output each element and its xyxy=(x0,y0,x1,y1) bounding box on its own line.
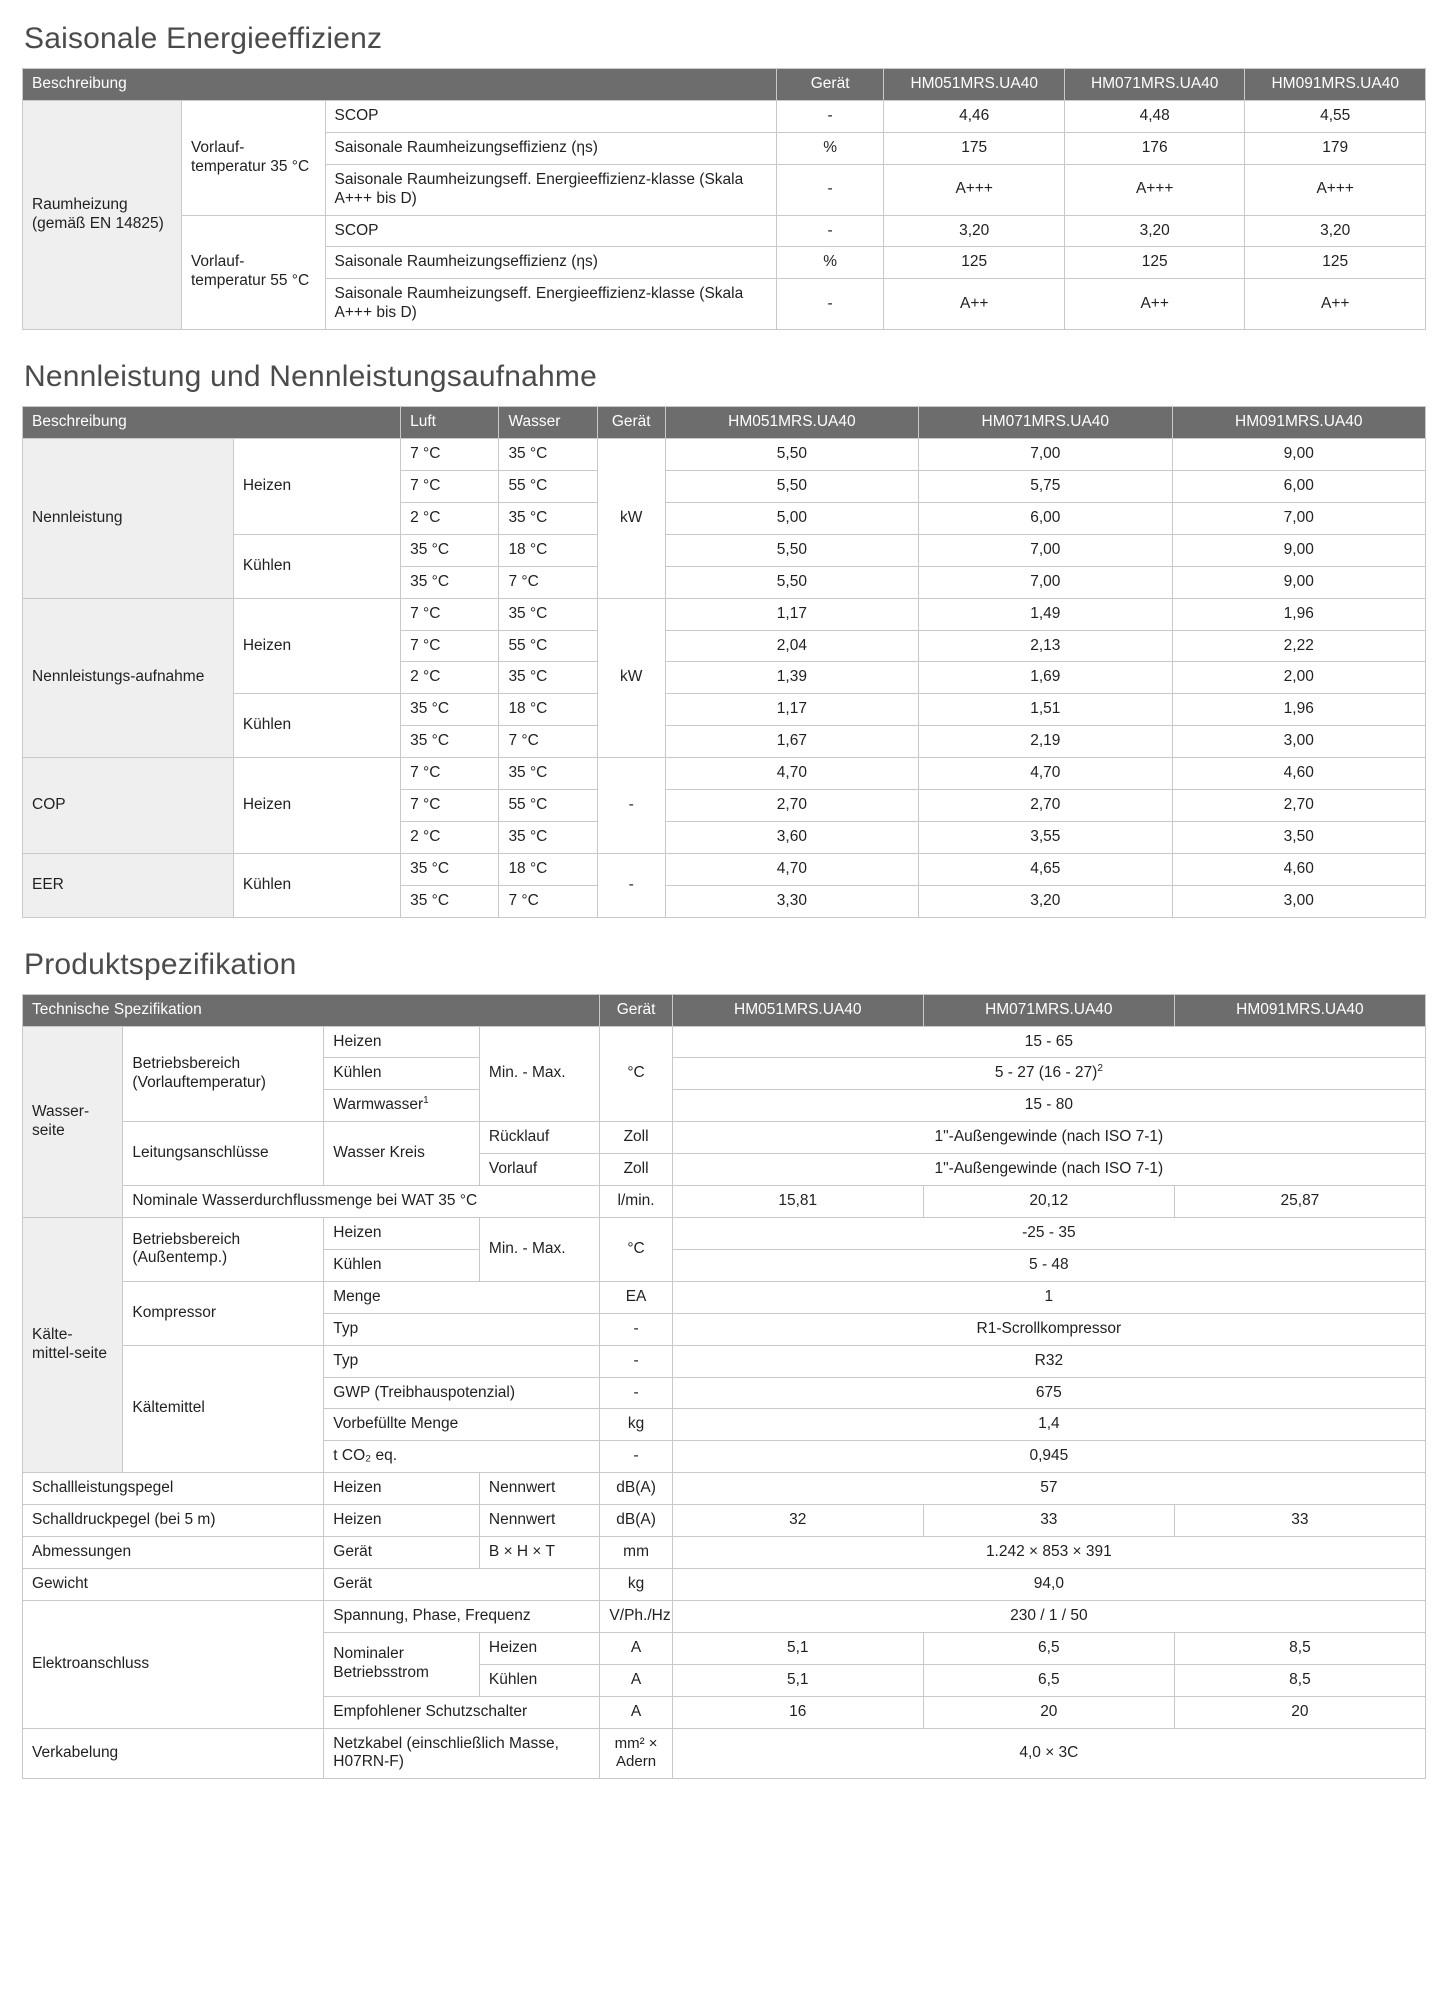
cell-luft: 35 °C xyxy=(401,694,499,726)
label-tco2: t CO₂ eq. xyxy=(324,1441,600,1473)
row-value-2: 1,51 xyxy=(919,694,1172,726)
row-value-1: 3,30 xyxy=(665,885,918,917)
label-leitungsanschluesse: Leitungsanschlüsse xyxy=(123,1122,324,1186)
unit-mm: mm xyxy=(600,1537,672,1569)
row-value-1: 5,1 xyxy=(672,1664,923,1696)
unit-netzkabel: mm² × Adern xyxy=(600,1728,672,1779)
value-abmessungen: 1.242 × 853 × 391 xyxy=(672,1537,1425,1569)
label-heizen: Heizen xyxy=(324,1218,480,1250)
group-kaeltemittelseite: Kälte-mittel-seite xyxy=(23,1218,123,1473)
value-tco2: 0,945 xyxy=(672,1441,1425,1473)
label-nominale-wasserdurchflussmenge: Nominale Wasserdurchflussmenge bei WAT 35 °C xyxy=(123,1186,600,1218)
group-nennleistung: Nennleistung xyxy=(23,439,234,599)
label-kompressor: Kompressor xyxy=(123,1281,324,1345)
flow-temp-55: Vorlauf-temperatur 55 °C xyxy=(181,215,325,330)
table-row xyxy=(23,534,1426,566)
row-value-2: 4,65 xyxy=(919,853,1172,885)
row-value-2: 20 xyxy=(923,1696,1174,1728)
label-betriebsbereich-aussen: Betriebsbereich (Außentemp.) xyxy=(123,1218,324,1282)
col-beschreibung: Beschreibung xyxy=(23,69,777,101)
table-row xyxy=(23,1537,1426,1569)
cell-wasser: 7 °C xyxy=(499,885,597,917)
table-header-row xyxy=(23,994,1426,1026)
row-desc: SCOP xyxy=(325,215,776,247)
table-row xyxy=(23,758,1426,790)
cell-wasser: 18 °C xyxy=(499,853,597,885)
row-value-1: 3,20 xyxy=(884,215,1064,247)
value-gewinde-vorlauf: 1"-Außengewinde (nach ISO 7-1) xyxy=(672,1154,1425,1186)
label-geraet: Gerät xyxy=(324,1537,480,1569)
label-vorlauf: Vorlauf xyxy=(479,1154,600,1186)
table-row xyxy=(23,1026,1426,1058)
label-betriebsbereich-vorlauf: Betriebsbereich (Vorlauftemperatur) xyxy=(123,1026,324,1122)
row-value-1: 15,81 xyxy=(672,1186,923,1218)
row-unit: - xyxy=(776,215,884,247)
cell-unit: - xyxy=(597,853,665,917)
label-minmax: Min. - Max. xyxy=(479,1026,600,1122)
row-value-1: 5,50 xyxy=(665,534,918,566)
label-kaeltemittel: Kältemittel xyxy=(123,1345,324,1473)
table-header-row xyxy=(23,69,1426,101)
col-model-2: HM071MRS.UA40 xyxy=(919,407,1172,439)
group-raumheizung: Raumheizung (gemäß EN 14825) xyxy=(23,100,182,329)
mode-kuehlen: Kühlen xyxy=(233,694,400,758)
page-title-rated: Nennleistung und Nennleistungsaufnahme xyxy=(24,360,598,394)
row-value-3: 125 xyxy=(1245,247,1426,279)
row-value-2: 6,00 xyxy=(919,502,1172,534)
cell-luft: 7 °C xyxy=(401,439,499,471)
col-model-3: HM091MRS.UA40 xyxy=(1174,994,1425,1026)
row-value-1: 1,17 xyxy=(665,694,918,726)
value-spannung: 230 / 1 / 50 xyxy=(672,1600,1425,1632)
row-value-1: 32 xyxy=(672,1505,923,1537)
unit-vphhz: V/Ph./Hz xyxy=(600,1600,672,1632)
table-row xyxy=(23,1281,1426,1313)
label-warmwasser: Warmwasser$^1$ xyxy=(324,1090,480,1122)
row-unit: - xyxy=(776,279,884,330)
row-value-3: A++ xyxy=(1245,279,1426,330)
row-value-2: 3,55 xyxy=(919,821,1172,853)
label-schalldruckpegel: Schalldruckpegel (bei 5 m) xyxy=(23,1505,324,1537)
row-value-3: A+++ xyxy=(1245,164,1426,215)
label-schutzschalter: Empfohlener Schutzschalter xyxy=(324,1696,600,1728)
label-typ: Typ xyxy=(324,1345,600,1377)
value-aussen-heizen: -25 - 35 xyxy=(672,1218,1425,1250)
row-value-1: 4,70 xyxy=(665,758,918,790)
label-heizen: Heizen xyxy=(324,1026,480,1058)
label-heizen: Heizen xyxy=(479,1632,600,1664)
value-kompressor-typ: R1-Scrollkompressor xyxy=(672,1313,1425,1345)
row-value-1: 16 xyxy=(672,1696,923,1728)
table-row xyxy=(23,1505,1426,1537)
page-title-product: Produktspezifikation xyxy=(24,947,297,981)
group-nennleistungsaufnahme: Nennleistungs-aufnahme xyxy=(23,598,234,758)
row-value-3: 179 xyxy=(1245,132,1426,164)
row-value-1: 125 xyxy=(884,247,1064,279)
row-value-3: 2,22 xyxy=(1172,630,1425,662)
section-product-specification xyxy=(22,948,1428,1780)
row-value-2: 176 xyxy=(1064,132,1244,164)
unit-dba: dB(A) xyxy=(600,1473,672,1505)
page-title-seasonal: Saisonale Energieeffizienz xyxy=(24,22,383,55)
label-schallleistungspegel: Schallleistungspegel xyxy=(23,1473,324,1505)
label-abmessungen: Abmessungen xyxy=(23,1537,324,1569)
mode-kuehlen: Kühlen xyxy=(233,534,400,598)
cell-wasser: 55 °C xyxy=(499,470,597,502)
row-value-2: 3,20 xyxy=(919,885,1172,917)
unit-dash: - xyxy=(600,1441,672,1473)
label-typ: Typ xyxy=(324,1313,600,1345)
row-value-1: 4,46 xyxy=(884,100,1064,132)
label-nominaler-betriebsstrom: Nominaler Betriebsstrom xyxy=(324,1632,480,1696)
cell-wasser: 55 °C xyxy=(499,790,597,822)
cell-unit: kW xyxy=(597,439,665,599)
table-row xyxy=(23,1600,1426,1632)
cell-wasser: 35 °C xyxy=(499,821,597,853)
row-value-3: 33 xyxy=(1174,1505,1425,1537)
row-value-3: 4,55 xyxy=(1245,100,1426,132)
row-value-2: A+++ xyxy=(1064,164,1244,215)
row-value-1: 1,67 xyxy=(665,726,918,758)
row-value-2: 7,00 xyxy=(919,439,1172,471)
row-value-2: 2,70 xyxy=(919,790,1172,822)
cell-luft: 2 °C xyxy=(401,821,499,853)
row-value-3: 3,20 xyxy=(1245,215,1426,247)
unit-ampere: A xyxy=(600,1664,672,1696)
value-vorbefuellte-menge: 1,4 xyxy=(672,1409,1425,1441)
label-gewicht: Gewicht xyxy=(23,1568,324,1600)
mode-heizen: Heizen xyxy=(233,439,400,535)
value-kuehlen-range: 5 - 27 (16 - 27)$^2$ xyxy=(672,1058,1425,1090)
cell-luft: 7 °C xyxy=(401,598,499,630)
cell-luft: 35 °C xyxy=(401,885,499,917)
cell-wasser: 35 °C xyxy=(499,662,597,694)
value-gewicht: 94,0 xyxy=(672,1568,1425,1600)
col-model-1: HM051MRS.UA40 xyxy=(665,407,918,439)
section-seasonal-efficiency xyxy=(22,22,1428,330)
cell-luft: 2 °C xyxy=(401,662,499,694)
row-value-1: 4,70 xyxy=(665,853,918,885)
unit-celsius: °C xyxy=(600,1026,672,1122)
col-geraet: Gerät xyxy=(776,69,884,101)
row-desc: Saisonale Raumheizungseffizienz (ηs) xyxy=(325,132,776,164)
row-value-2: 5,75 xyxy=(919,470,1172,502)
group-cop: COP xyxy=(23,758,234,854)
cell-luft: 35 °C xyxy=(401,726,499,758)
col-model-1: HM051MRS.UA40 xyxy=(672,994,923,1026)
unit-kg: kg xyxy=(600,1409,672,1441)
row-value-3: 4,60 xyxy=(1172,758,1425,790)
value-heizen-range: 15 - 65 xyxy=(672,1026,1425,1058)
row-value-2: 3,20 xyxy=(1064,215,1244,247)
row-value-3: 3,00 xyxy=(1172,726,1425,758)
label-geraet: Gerät xyxy=(324,1568,600,1600)
value-gewinde-ruecklauf: 1"-Außengewinde (nach ISO 7-1) xyxy=(672,1122,1425,1154)
row-value-1: 5,50 xyxy=(665,566,918,598)
label-nennwert: Nennwert xyxy=(479,1473,600,1505)
section-rated-capacity xyxy=(22,360,1428,918)
table-row xyxy=(23,853,1426,885)
group-eer: EER xyxy=(23,853,234,917)
row-value-2: 2,13 xyxy=(919,630,1172,662)
row-value-2: 4,70 xyxy=(919,758,1172,790)
label-wasser-kreis: Wasser Kreis xyxy=(324,1122,480,1186)
row-value-3: 6,00 xyxy=(1172,470,1425,502)
value-kaeltemittel-typ: R32 xyxy=(672,1345,1425,1377)
cell-wasser: 35 °C xyxy=(499,758,597,790)
label-bht: B × H × T xyxy=(479,1537,600,1569)
label-kuehlen: Kühlen xyxy=(479,1664,600,1696)
row-value-1: A++ xyxy=(884,279,1064,330)
label-heizen: Heizen xyxy=(324,1505,480,1537)
mode-heizen: Heizen xyxy=(233,758,400,854)
row-value-3: 7,00 xyxy=(1172,502,1425,534)
row-value-3: 1,96 xyxy=(1172,598,1425,630)
unit-celsius: °C xyxy=(600,1218,672,1282)
label-nennwert: Nennwert xyxy=(479,1505,600,1537)
label-menge: Menge xyxy=(324,1281,600,1313)
value-aussen-kuehlen: 5 - 48 xyxy=(672,1249,1425,1281)
row-value-3: 8,5 xyxy=(1174,1632,1425,1664)
row-desc: Saisonale Raumheizungseffizienz (ηs) xyxy=(325,247,776,279)
col-model-1: HM051MRS.UA40 xyxy=(884,69,1064,101)
cell-luft: 35 °C xyxy=(401,566,499,598)
unit-ampere: A xyxy=(600,1696,672,1728)
row-value-1: 5,1 xyxy=(672,1632,923,1664)
cell-wasser: 7 °C xyxy=(499,566,597,598)
table-row xyxy=(23,1568,1426,1600)
unit-ea: EA xyxy=(600,1281,672,1313)
table-row xyxy=(23,1186,1426,1218)
cell-luft: 7 °C xyxy=(401,630,499,662)
flow-temp-35: Vorlauf-temperatur 35 °C xyxy=(181,100,325,215)
cell-wasser: 35 °C xyxy=(499,439,597,471)
row-value-3: 25,87 xyxy=(1174,1186,1425,1218)
row-value-1: 3,60 xyxy=(665,821,918,853)
table-header-row xyxy=(23,407,1426,439)
cell-luft: 7 °C xyxy=(401,790,499,822)
row-value-3: 2,70 xyxy=(1172,790,1425,822)
label-netzkabel: Netzkabel (einschließlich Masse, H07RN-F) xyxy=(324,1728,600,1779)
label-minmax: Min. - Max. xyxy=(479,1218,600,1282)
unit-dash: - xyxy=(600,1377,672,1409)
unit-dba: dB(A) xyxy=(600,1505,672,1537)
table-row xyxy=(23,1473,1426,1505)
row-unit: % xyxy=(776,132,884,164)
row-desc: Saisonale Raumheizungseff. Energieeffizienz-klasse (Skala A+++ bis D) xyxy=(325,164,776,215)
row-value-1: 1,17 xyxy=(665,598,918,630)
label-heizen: Heizen xyxy=(324,1473,480,1505)
row-value-3: 1,96 xyxy=(1172,694,1425,726)
row-value-2: 7,00 xyxy=(919,534,1172,566)
row-value-1: 5,50 xyxy=(665,470,918,502)
col-beschreibung: Beschreibung xyxy=(23,407,401,439)
label-gwp: GWP (Treibhauspotenzial) xyxy=(324,1377,600,1409)
value-kompressor-menge: 1 xyxy=(672,1281,1425,1313)
col-technische-spezifikation: Technische Spezifikation xyxy=(23,994,600,1026)
row-value-3: 3,00 xyxy=(1172,885,1425,917)
row-value-3: 9,00 xyxy=(1172,439,1425,471)
row-value-1: 5,50 xyxy=(665,439,918,471)
row-value-2: 4,48 xyxy=(1064,100,1244,132)
table-row xyxy=(23,598,1426,630)
row-desc: SCOP xyxy=(325,100,776,132)
row-value-3: 9,00 xyxy=(1172,566,1425,598)
col-model-2: HM071MRS.UA40 xyxy=(1064,69,1244,101)
table-row xyxy=(23,100,1426,132)
cell-wasser: 18 °C xyxy=(499,694,597,726)
value-warmwasser-range: 15 - 80 xyxy=(672,1090,1425,1122)
unit-dash: - xyxy=(600,1313,672,1345)
row-unit: % xyxy=(776,247,884,279)
label-kuehlen: Kühlen xyxy=(324,1058,480,1090)
row-value-1: A+++ xyxy=(884,164,1064,215)
table-seasonal-efficiency xyxy=(22,68,1426,330)
col-model-2: HM071MRS.UA40 xyxy=(923,994,1174,1026)
cell-luft: 35 °C xyxy=(401,853,499,885)
table-row xyxy=(23,1218,1426,1250)
col-model-3: HM091MRS.UA40 xyxy=(1172,407,1425,439)
cell-unit: - xyxy=(597,758,665,854)
row-value-3: 9,00 xyxy=(1172,534,1425,566)
table-rated-capacity xyxy=(22,406,1426,918)
row-value-2: 2,19 xyxy=(919,726,1172,758)
label-ruecklauf: Rücklauf xyxy=(479,1122,600,1154)
row-unit: - xyxy=(776,164,884,215)
cell-luft: 35 °C xyxy=(401,534,499,566)
col-geraet: Gerät xyxy=(597,407,665,439)
cell-wasser: 55 °C xyxy=(499,630,597,662)
cell-wasser: 7 °C xyxy=(499,726,597,758)
col-luft: Luft xyxy=(401,407,499,439)
row-value-2: 6,5 xyxy=(923,1632,1174,1664)
row-value-2: 6,5 xyxy=(923,1664,1174,1696)
table-row xyxy=(23,694,1426,726)
col-geraet: Gerät xyxy=(600,994,672,1026)
row-desc: Saisonale Raumheizungseff. Energieeffizienz-klasse (Skala A+++ bis D) xyxy=(325,279,776,330)
table-row xyxy=(23,439,1426,471)
row-value-2: 1,69 xyxy=(919,662,1172,694)
row-value-2: A++ xyxy=(1064,279,1244,330)
label-spannung-phase-frequenz: Spannung, Phase, Frequenz xyxy=(324,1600,600,1632)
unit-kg: kg xyxy=(600,1568,672,1600)
cell-luft: 7 °C xyxy=(401,470,499,502)
value-schallleistungspegel: 57 xyxy=(672,1473,1425,1505)
mode-heizen: Heizen xyxy=(233,598,400,694)
cell-wasser: 35 °C xyxy=(499,598,597,630)
row-unit: - xyxy=(776,100,884,132)
col-wasser: Wasser xyxy=(499,407,597,439)
row-value-3: 8,5 xyxy=(1174,1664,1425,1696)
unit-dash: - xyxy=(600,1345,672,1377)
cell-unit: kW xyxy=(597,598,665,758)
cell-luft: 7 °C xyxy=(401,758,499,790)
col-model-3: HM091MRS.UA40 xyxy=(1245,69,1426,101)
value-gwp: 675 xyxy=(672,1377,1425,1409)
row-value-2: 1,49 xyxy=(919,598,1172,630)
row-value-3: 20 xyxy=(1174,1696,1425,1728)
unit-ampere: A xyxy=(600,1632,672,1664)
table-row xyxy=(23,1728,1426,1779)
row-value-2: 125 xyxy=(1064,247,1244,279)
table-row xyxy=(23,215,1426,247)
row-value-2: 20,12 xyxy=(923,1186,1174,1218)
table-product-specification xyxy=(22,994,1426,1780)
mode-kuehlen: Kühlen xyxy=(233,853,400,917)
row-value-1: 2,70 xyxy=(665,790,918,822)
table-row xyxy=(23,1345,1426,1377)
label-vorbefuellte-menge: Vorbefüllte Menge xyxy=(324,1409,600,1441)
label-kuehlen: Kühlen xyxy=(324,1249,480,1281)
table-row xyxy=(23,1122,1426,1154)
cell-luft: 2 °C xyxy=(401,502,499,534)
row-value-1: 2,04 xyxy=(665,630,918,662)
row-value-1: 1,39 xyxy=(665,662,918,694)
row-value-1: 5,00 xyxy=(665,502,918,534)
unit-lmin: l/min. xyxy=(600,1186,672,1218)
value-netzkabel: 4,0 × 3C xyxy=(672,1728,1425,1779)
label-elektroanschluss: Elektroanschluss xyxy=(23,1600,324,1728)
label-verkabelung: Verkabelung xyxy=(23,1728,324,1779)
row-value-2: 7,00 xyxy=(919,566,1172,598)
group-wasserseite: Wasser-seite xyxy=(23,1026,123,1217)
row-value-3: 3,50 xyxy=(1172,821,1425,853)
row-value-3: 2,00 xyxy=(1172,662,1425,694)
cell-wasser: 18 °C xyxy=(499,534,597,566)
cell-wasser: 35 °C xyxy=(499,502,597,534)
row-value-2: 33 xyxy=(923,1505,1174,1537)
unit-zoll: Zoll xyxy=(600,1122,672,1154)
unit-zoll: Zoll xyxy=(600,1154,672,1186)
row-value-3: 4,60 xyxy=(1172,853,1425,885)
row-value-1: 175 xyxy=(884,132,1064,164)
